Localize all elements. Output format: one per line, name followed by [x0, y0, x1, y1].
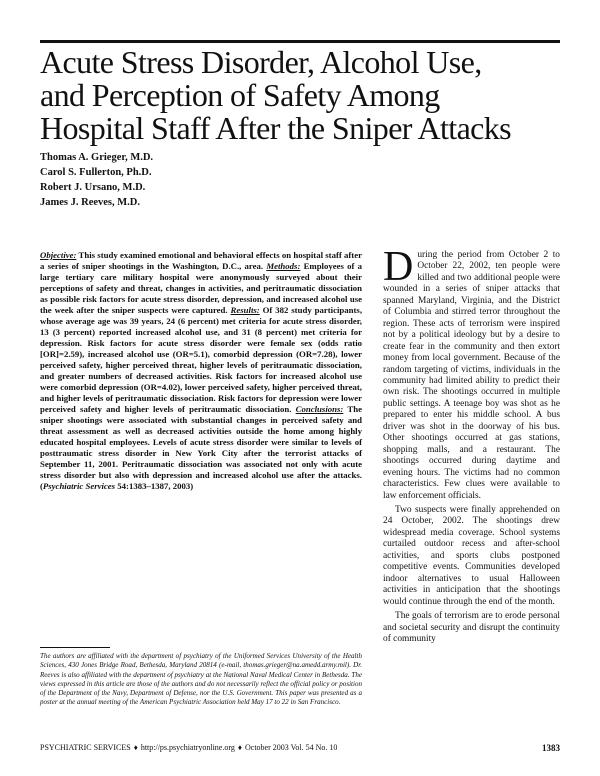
author: Robert J. Ursano, M.D. [40, 182, 146, 193]
abstract [40, 250, 362, 492]
body-paragraph [383, 244, 560, 502]
page-footer [40, 741, 560, 755]
author-list [40, 150, 340, 210]
footer-bullet: ♦ [237, 743, 242, 752]
footer-bullet: ♦ [133, 743, 138, 752]
title-line: Hospital Staff After the Sniper Attacks [40, 110, 512, 146]
body-paragraph: Two suspects were finally apprehended on 24 October, 2002. The shootings drew widespread media coverage. School systems curtailed outdoor recess and after-school activities, and sports clubs postponed competitive events. Communities developed indoor alternatives to usual Halloween activities in anticipation that the shootings would continue through the end of the month. [383, 504, 560, 607]
body-paragraph: The goals of terrorism are to erode personal and societal security and disrupt the continuity of community [383, 611, 560, 644]
title-line: and Perception of Safety Among [40, 77, 440, 113]
footnote-rule [40, 647, 110, 648]
footer-journal-info [40, 741, 337, 755]
title-line: Acute Stress Disorder, Alcohol Use, [40, 44, 482, 80]
author: Thomas A. Grieger, M.D. [40, 152, 154, 163]
methods-text: Employees of a large tertiary care military hospital were anonymously surveyed about their perceptions of safety and threat, changes in activities, and peritraumatic dissociation as possible risk factors for acute stress disorder, depression, and increased alcohol use the week after the sniper suspects were captured. [40, 261, 362, 315]
methods-label: Methods: [266, 261, 301, 271]
body-paragraph-text: uring the period from October 2 to October 22, 2002, ten people were killed and two additional people were wounded in a series of sniper attacks that spanned Maryland, Virginia, and the District of Columbia and stirred terror throughout the region. These acts of terrorism were inspired not by a political ideology but by a desire to create fear in the community and then extort money from local government. Because of the random targeting of victims, individuals in the community had limited ability to predict their own risk. The shootings occurred in multiple public settings. A teenage boy was shot as he prepared to enter his middle school. A bus driver was shot in the doorway of his bus. Other shootings occurred at gas stations, shopping malls, and a restaurant. The shootings occurred during daytime and evening hours. The victims had no common characteristics. Few clues were available to law enforcement officials. [383, 250, 560, 501]
objective-label: Objective: [40, 250, 77, 260]
citation-journal: Psychiatric Services [42, 481, 116, 491]
drop-cap: D [383, 244, 414, 290]
citation-rest: 54:1383–1387, 2003) [115, 481, 194, 491]
body-column [383, 244, 560, 645]
author: James J. Reeves, M.D. [40, 197, 141, 208]
author: Carol S. Fullerton, Ph.D. [40, 167, 152, 178]
conclusions-text: The sniper shootings were associated with substantial changes in perceived safety and threat assessment as well as decreased activities outside the home among highly educated hospital employees. Levels of acute stress disorder were similar to levels of posttraumatic stress disorder in New York City after the terrorist attacks of September 11, 2001. Peritraumatic dissociation was associated not only with acute stress disorder but also with depression and increased alcohol use after the attacks. ( [40, 404, 363, 491]
footer-journal-name: PSYCHIATRIC SERVICES [40, 743, 131, 752]
results-label: Results: [230, 305, 260, 315]
footer-url[interactable]: http://ps.psychiatryonline.org [140, 743, 235, 752]
top-rule [40, 40, 560, 43]
results-text: Of 382 study participants, whose average age was 39 years, 24 (6 percent) met criteria for acute stress disorder, 13 (3 percent) reported increased alcohol use, and 31 (8 percent) met criteria for depression. Risk factors for acute stress disorder were female sex (odds ratio [OR]=2.59), increased alcohol use (OR=5.1), comorbid depression (OR=7.28), lower perceived safety, higher perceived threat, higher levels of peritraumatic dissociation, and greater numbers of decreased activities. Risk factors for increased alcohol use were comorbid depression (OR=4.02), lower perceived safety, higher perceived threat, and higher levels of peritraumatic dissociation. Risk factors for depression were lower perceived safety and higher levels of peritraumatic dissociation. [40, 305, 363, 414]
objective-text: This study examined emotional and behavioral effects on hospital staff after a series of sniper shootings in the Washington, D.C., area. [40, 250, 362, 271]
footer-issue: October 2003 Vol. 54 No. 10 [244, 743, 338, 752]
article-title [40, 46, 560, 145]
author-affiliation-footnote: The authors are affiliated with the department of psychiatry of the Uniformed Services University of the Health Sciences, 430 Jones Bridge Road, Bethesda, Maryland 20814 (e-mail, thomas.grieger@na.amedd.army.mil). Dr. Reeves is also affiliated with the department of psychiatry at the National Naval Medical Center in Bethesda. The views expressed in this article are those of the authors and do not necessarily reflect the official policy or position of the Department of the Navy, Department of Defense, nor the U.S. Government. This paper was presented as a poster at the annual meeting of the American Psychiatric Association held May 17 to 22 in San Francisco. [40, 652, 362, 707]
conclusions-label: Conclusions: [295, 404, 344, 414]
page-number: 1383 [542, 743, 560, 753]
